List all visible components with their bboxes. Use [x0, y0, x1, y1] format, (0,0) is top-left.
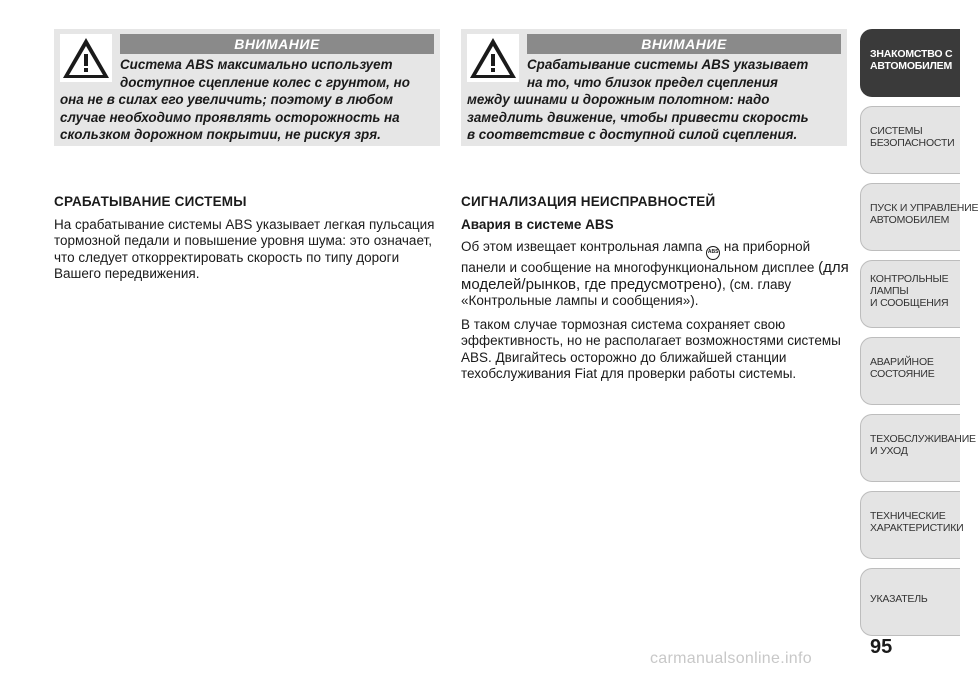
warning-text: Система ABS максимально использует доступное сцепление колес с грунтом, но она не в силах его увеличить; поэтому в любом случае необходимо проявлять осторожность на скользком дорожном покрытии, не рискуя зря.: [60, 57, 410, 142]
warning-box-abs-traction: [54, 29, 440, 146]
section-system-activation: [54, 194, 440, 290]
tab-intro[interactable]: ЗНАКОМСТВО С АВТОМОБИЛЕМ: [860, 29, 960, 97]
tab-maintenance[interactable]: ТЕХОБСЛУЖИВАНИЕ И УХОД: [860, 414, 960, 482]
section-paragraph: В таком случае тормозная система сохраняет свою эффективность, но не располагает возможностями системы ABS. Двигайтесь осторожно до ближайшей станции техобслуживания Fiat для проверки работы системы.: [461, 316, 841, 381]
section-subheading: Авария в системе ABS: [461, 216, 614, 232]
warning-title: ВНИМАНИЕ: [120, 34, 434, 54]
tab-starting-driving[interactable]: ПУСК И УПРАВЛЕНИЕ АВТОМОБИЛЕМ: [860, 183, 960, 251]
section-paragraph: Об этом извещает контрольная лампа ABS на приборной панели и сообщение на многофункциональном дисплее (для моделей/рынков, где предусмотрено), (см. главу «Контрольные лампы и сообщения»).: [461, 239, 849, 308]
section-heading: СРАБАТЫВАНИЕ СИСТЕМЫ: [54, 194, 247, 209]
tab-warning-lights[interactable]: КОНТРОЛЬНЫЕ ЛАМПЫ И СООБЩЕНИЯ: [860, 260, 960, 328]
section-paragraph: На срабатывание системы ABS указывает легкая пульсация тормозной педали и повышение уровня шума: это означает, что следует откорректировать скорость по типу дороги Вашего передвижения.: [54, 216, 435, 281]
page-number: 95: [870, 636, 893, 658]
abs-warning-lamp-icon: ABS: [706, 246, 720, 260]
section-fault-signaling: [461, 194, 851, 390]
tab-technical-specs[interactable]: ТЕХНИЧЕСКИЕ ХАРАКТЕРИСТИКИ: [860, 491, 960, 559]
warning-text: Срабатывание системы ABS указывает на то, что близок предел сцепления между шинами и дорожным полотном: надо замедлить движение, чтобы привести скорость в соответствие с доступной силой сцепления.: [467, 57, 809, 142]
tab-safety[interactable]: СИСТЕМЫ БЕЗОПАСНОСТИ: [860, 106, 960, 174]
warning-title: ВНИМАНИЕ: [527, 34, 841, 54]
tab-index[interactable]: УКАЗАТЕЛЬ: [860, 568, 960, 636]
watermark: carmanualsonline.info: [650, 650, 812, 667]
section-heading: СИГНАЛИЗАЦИЯ НЕИСПРАВНОСТЕЙ: [461, 194, 716, 209]
tab-emergency[interactable]: АВАРИЙНОЕ СОСТОЯНИЕ: [860, 337, 960, 405]
warning-box-abs-activation: [461, 29, 847, 146]
